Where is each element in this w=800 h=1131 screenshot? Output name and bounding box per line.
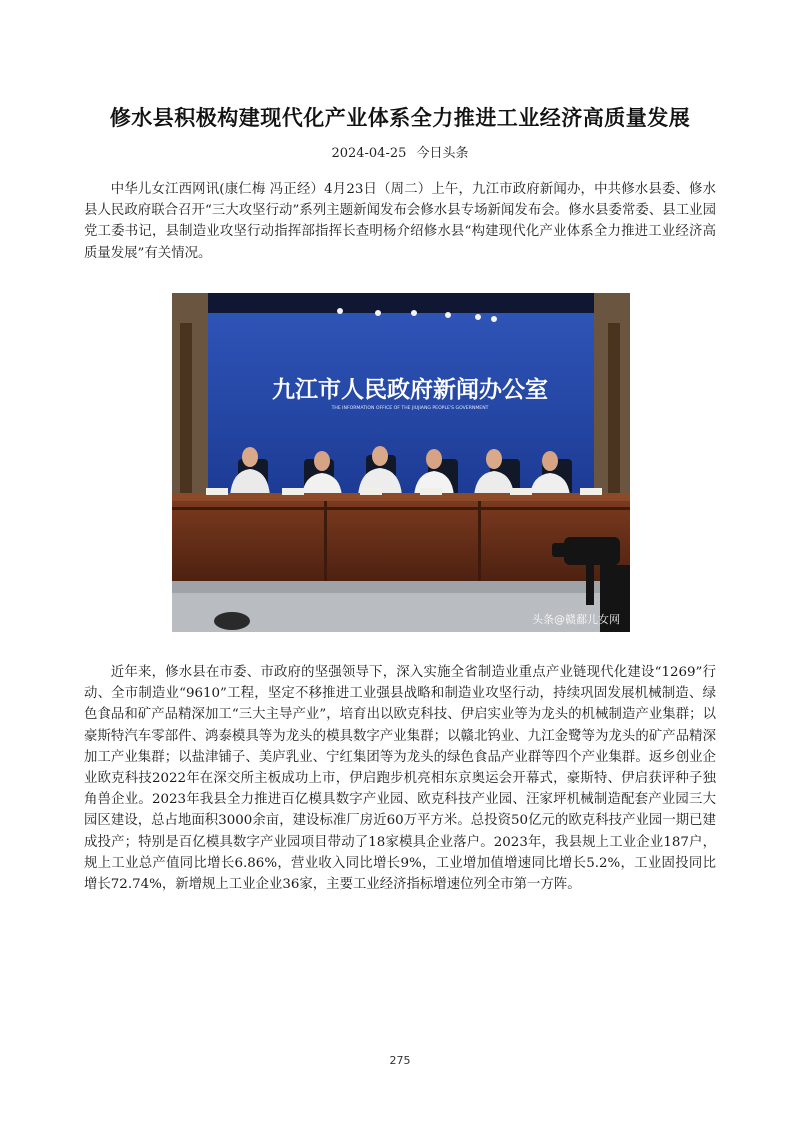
press-conference-photo <box>172 293 630 632</box>
press-conference-illustration <box>172 293 630 632</box>
intro-paragraph: 中华儿女江西网讯(康仁梅 冯正经）4月23日（周二）上午，九江市政府新闻办，中共修水县委、修水县人民政府联合召开“三大攻坚行动”系列主题新闻发布会修水县专场新闻发布会。修水县委常委、县工业园党工委书记，县制造业攻坚行动指挥部指挥长查明杨介绍修水县“构建现代化产业体系全力推进工业经济高质量发展”有关情况。 <box>84 182 716 261</box>
backdrop-subtitle: THE INFORMATION OFFICE OF THE JIUJIANG PEOPLE'S GOVERNMENT <box>331 406 489 411</box>
article-source: 今日头条 <box>416 146 469 161</box>
photo-watermark: 头条@赣鄱儿女网 <box>532 613 620 626</box>
article-date: 2024-04-25 <box>331 146 407 161</box>
page-number: 275 <box>389 1054 411 1067</box>
article-title: 修水县积极构建现代化产业体系全力推进工业经济高质量发展 <box>109 106 691 130</box>
backdrop-title: 九江市人民政府新闻办公室 <box>272 377 548 403</box>
body-paragraph: 近年来，修水县在市委、市政府的坚强领导下，深入实施全省制造业重点产业链现代化建设“1269”行动、全市制造业“9610”工程，坚定不移推进工业强县战略和制造业攻坚行动，持续巩固发展机械制造、绿色食品和矿产品精深加工“三大主导产业”，培育出以欧克科技、伊启实业等为龙头的机械制造产业集群；以豪斯特汽车零部件、鸿泰模具等为龙头的模具数字产业集群；以赣北钨业、九江金鹭等为龙头的矿产品精深加工产业集群；以盐津铺子、美庐乳业、宁红集团等为龙头的绿色食品产业群等四个产业集群。返乡创业企业欧克科技2022年在深交所主板成功上市，伊启跑步机亮相东京奥运会开幕式，豪斯特、伊启获评种子独角兽企业。2023年我县全力推进百亿模具数字产业园、欧克科技产业园、汪家坪机械制造配套产业园三大园区建设，总占地面积3000余亩，建设标准厂房近60万平方米。总投资50亿元的欧克科技产业园一期已建成投产；特别是百亿模具数字产业园项目带动了18家模具企业落户。2023年，我县规上工业企业187户，规上工业总产值同比增长6.86%，营业收入同比增长9%，工业增加值增速同比增长5.2%，工业固投同比增长72.74%，新增规上工业企业36家，主要工业经济指标增速位列全市第一方阵。 <box>84 665 716 893</box>
article-meta <box>0 142 800 161</box>
